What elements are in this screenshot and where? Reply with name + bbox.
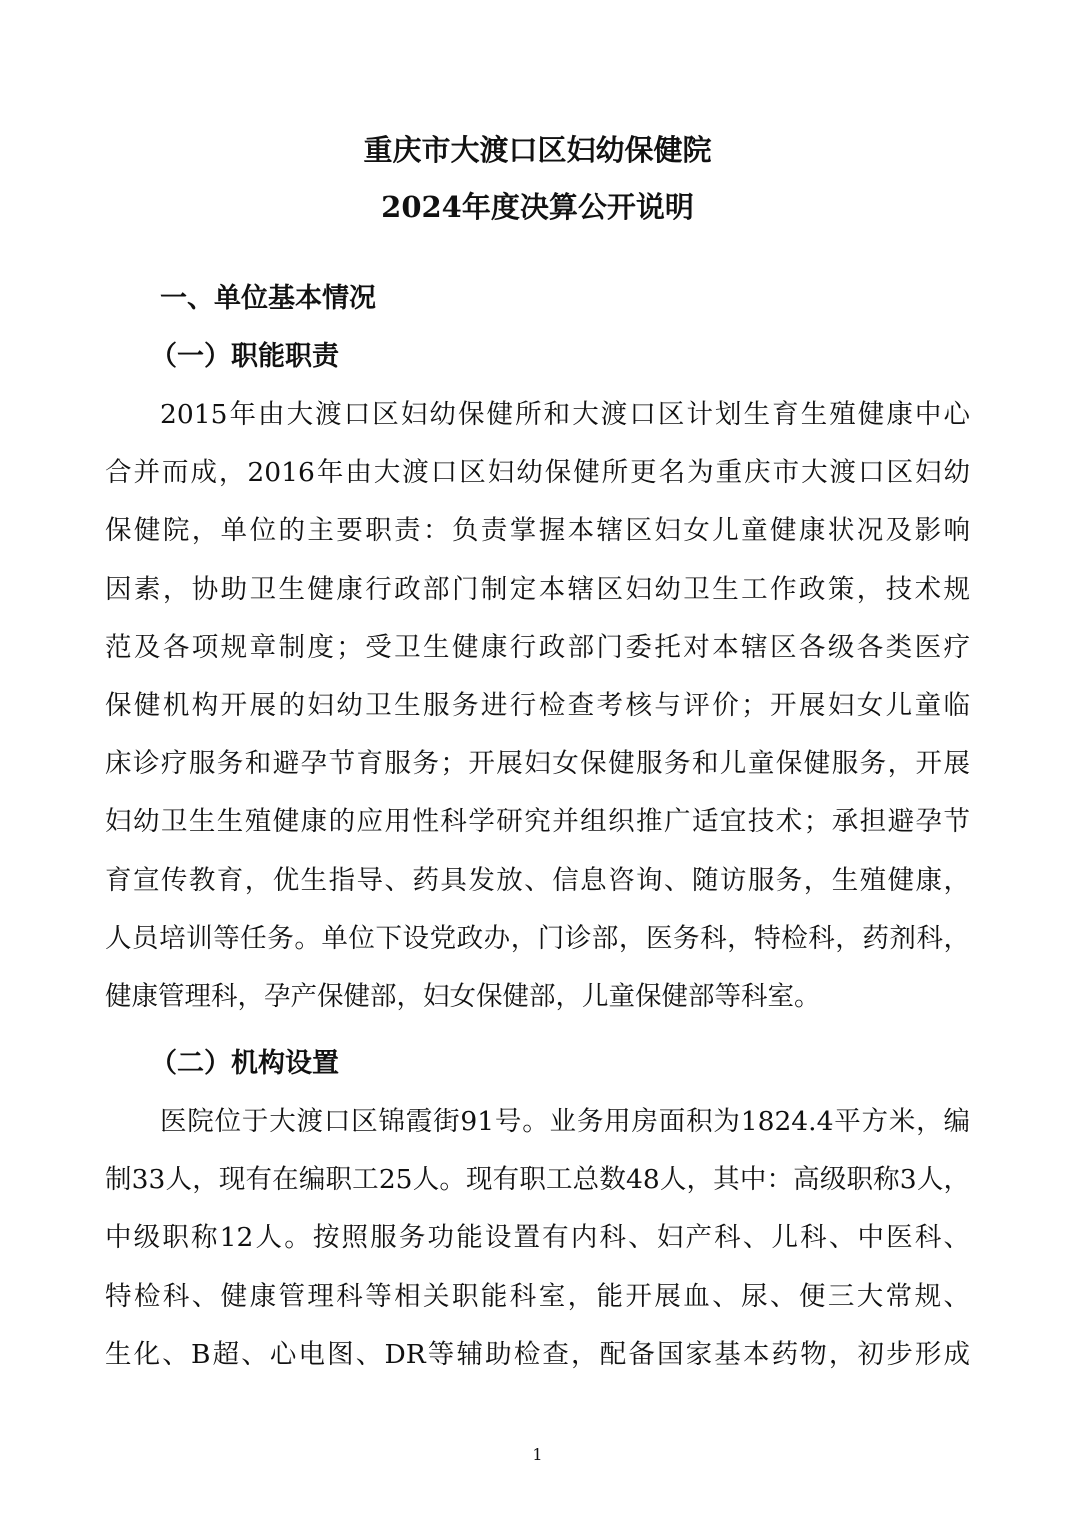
page-number: 1 — [532, 1445, 543, 1464]
text-line: 特检科、健康管理科等相关职能科室，能开展血、尿、便三大常规、 — [105, 1280, 970, 1312]
text-line: 中级职称12人。按照服务功能设置有内科、妇产科、儿科、中医科、 — [105, 1222, 970, 1254]
text-line: 人员培训等任务。单位下设党政办，门诊部，医务科，特检科，药剂科， — [105, 922, 970, 954]
section-heading: 一、单位基本情况 — [160, 283, 376, 314]
document-title-line2: 2024年度决算公开说明 — [381, 190, 694, 224]
text-line: 医院位于大渡口区锦霞街91号。业务用房面积为1824.4平方米，编 — [160, 1106, 970, 1137]
text-line: 育宣传教育，优生指导、药具发放、信息咨询、随访服务，生殖健康， — [105, 864, 970, 896]
text-line: 生化、B超、心电图、DR等辅助检查，配备国家基本药物，初步形成 — [105, 1338, 970, 1370]
subsection-heading-organization: （二）机构设置 — [150, 1048, 339, 1079]
text-line: 健康管理科，孕产保健部，妇女保健部，儿童保健部等科室。 — [105, 981, 821, 1012]
text-line: 因素，协助卫生健康行政部门制定本辖区妇幼卫生工作政策，技术规 — [105, 573, 970, 605]
text-line: 制33人，现有在编职工25人。现有职工总数48人，其中：高级职称3人， — [105, 1164, 970, 1196]
text-line: 2015年由大渡口区妇幼保健所和大渡口区计划生育生殖健康中心 — [160, 399, 970, 430]
subsection-heading-duties: （一）职能职责 — [150, 341, 339, 372]
text-line: 范及各项规章制度；受卫生健康行政部门委托对本辖区各级各类医疗 — [105, 631, 970, 663]
text-line: 保健院，单位的主要职责：负责掌握本辖区妇女儿童健康状况及影响 — [105, 515, 970, 547]
text-line: 床诊疗服务和避孕节育服务；开展妇女保健服务和儿童保健服务，开展 — [105, 748, 970, 780]
document-title-line1: 重庆市大渡口区妇幼保健院 — [363, 133, 712, 167]
text-line: 合并而成，2016年由大渡口区妇幼保健所更名为重庆市大渡口区妇幼 — [105, 457, 970, 489]
text-line: 保健机构开展的妇幼卫生服务进行检查考核与评价；开展妇女儿童临 — [105, 690, 970, 721]
text-line: 妇幼卫生生殖健康的应用性科学研究并组织推广适宜技术；承担避孕节 — [105, 806, 970, 838]
